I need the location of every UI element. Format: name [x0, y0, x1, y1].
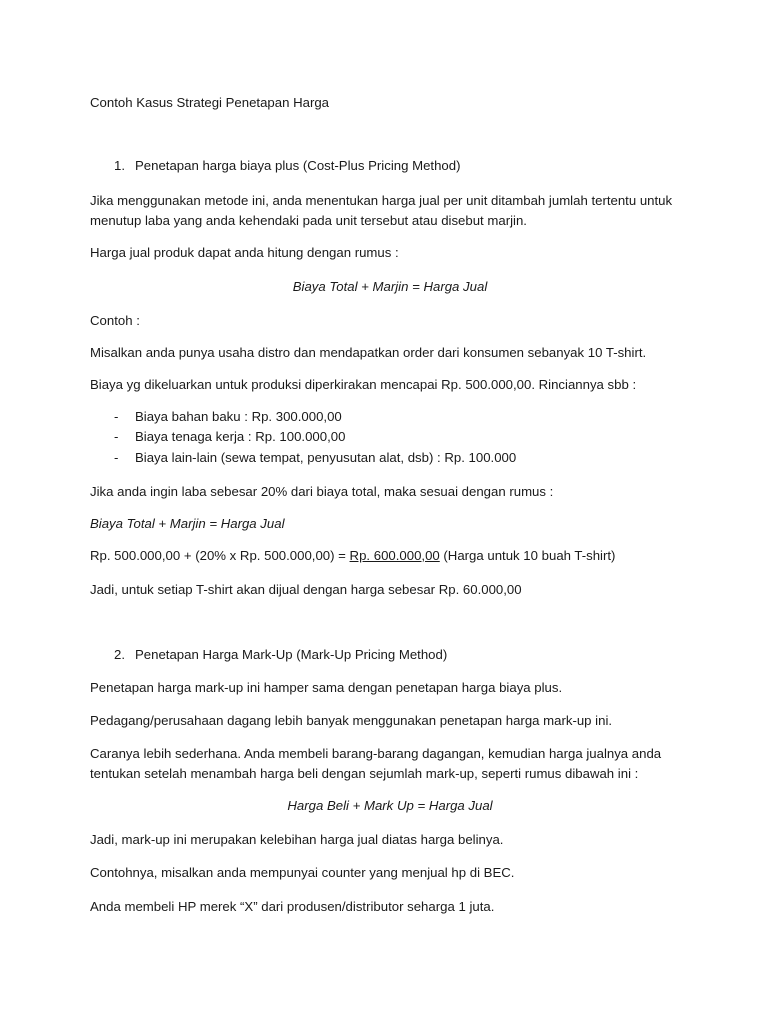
paragraph: menutup laba yang anda kehendaki pada unit tersebut atau disebut marjin.: [90, 213, 527, 228]
paragraph: Penetapan harga mark-up ini hamper sama dengan penetapan harga biaya plus.: [90, 680, 563, 695]
formula-mark-up: Harga Beli + Mark Up = Harga Jual: [287, 798, 493, 813]
paragraph: Jika menggunakan metode ini, anda menentukan harga jual per unit ditambah jumlah tertentu untuk: [90, 193, 673, 208]
list-item-text: Biaya lain-lain (sewa tempat, penyusutan alat, dsb) : Rp. 100.000: [135, 450, 517, 465]
paragraph: Jadi, untuk setiap T-shirt akan dijual dengan harga sebesar Rp. 60.000,00: [90, 582, 522, 597]
formula-cost-plus: Biaya Total + Marjin = Harga Jual: [292, 279, 488, 294]
calculation-suffix: (Harga untuk 10 buah T-shirt): [439, 548, 616, 563]
list-item-text: Biaya tenaga kerja : Rp. 100.000,00: [135, 429, 346, 444]
paragraph: Contohnya, misalkan anda mempunyai counter yang menjual hp di BEC.: [90, 865, 515, 880]
list-dash: -: [114, 429, 119, 444]
paragraph: Pedagang/perusahaan dagang lebih banyak menggunakan penetapan harga mark-up ini.: [90, 713, 613, 728]
paragraph: Biaya yg dikeluarkan untuk produksi diperkirakan mencapai Rp. 500.000,00. Rinciannya sbb :: [90, 377, 637, 392]
list-item-text: Biaya bahan baku : Rp. 300.000,00: [135, 409, 342, 424]
section-1-number: 1.: [114, 158, 125, 173]
paragraph: Anda membeli HP merek “X” dari produsen/distributor seharga 1 juta.: [90, 899, 495, 914]
calculation-result: Rp. 600.000,00: [349, 548, 440, 563]
paragraph: Jadi, mark-up ini merupakan kelebihan harga jual diatas harga belinya.: [90, 832, 504, 847]
paragraph: tentukan setelah menambah harga beli dengan sejumlah mark-up, seperti rumus dibawah ini :: [90, 766, 639, 781]
section-2-number: 2.: [114, 647, 125, 662]
list-dash: -: [114, 450, 119, 465]
paragraph: Caranya lebih sederhana. Anda membeli barang-barang dagangan, kemudian harga jualnya anda: [90, 746, 662, 761]
calculation-prefix: Rp. 500.000,00 + (20% x Rp. 500.000,00) =: [90, 548, 350, 563]
section-2-heading-text: Penetapan Harga Mark-Up (Mark-Up Pricing Method): [135, 647, 448, 662]
example-label: Contoh :: [90, 313, 140, 328]
paragraph: Misalkan anda punya usaha distro dan mendapatkan order dari konsumen sebanyak 10 T-shirt.: [90, 345, 647, 360]
calculation-line: [90, 547, 615, 564]
document-title: Contoh Kasus Strategi Penetapan Harga: [90, 95, 329, 110]
formula-cost-plus-inline: Biaya Total + Marjin = Harga Jual: [90, 516, 285, 531]
list-dash: -: [114, 409, 119, 424]
paragraph: Jika anda ingin laba sebesar 20% dari biaya total, maka sesuai dengan rumus :: [90, 484, 554, 499]
section-1-heading-text: Penetapan harga biaya plus (Cost-Plus Pricing Method): [135, 158, 461, 173]
paragraph: Harga jual produk dapat anda hitung dengan rumus :: [90, 245, 399, 260]
